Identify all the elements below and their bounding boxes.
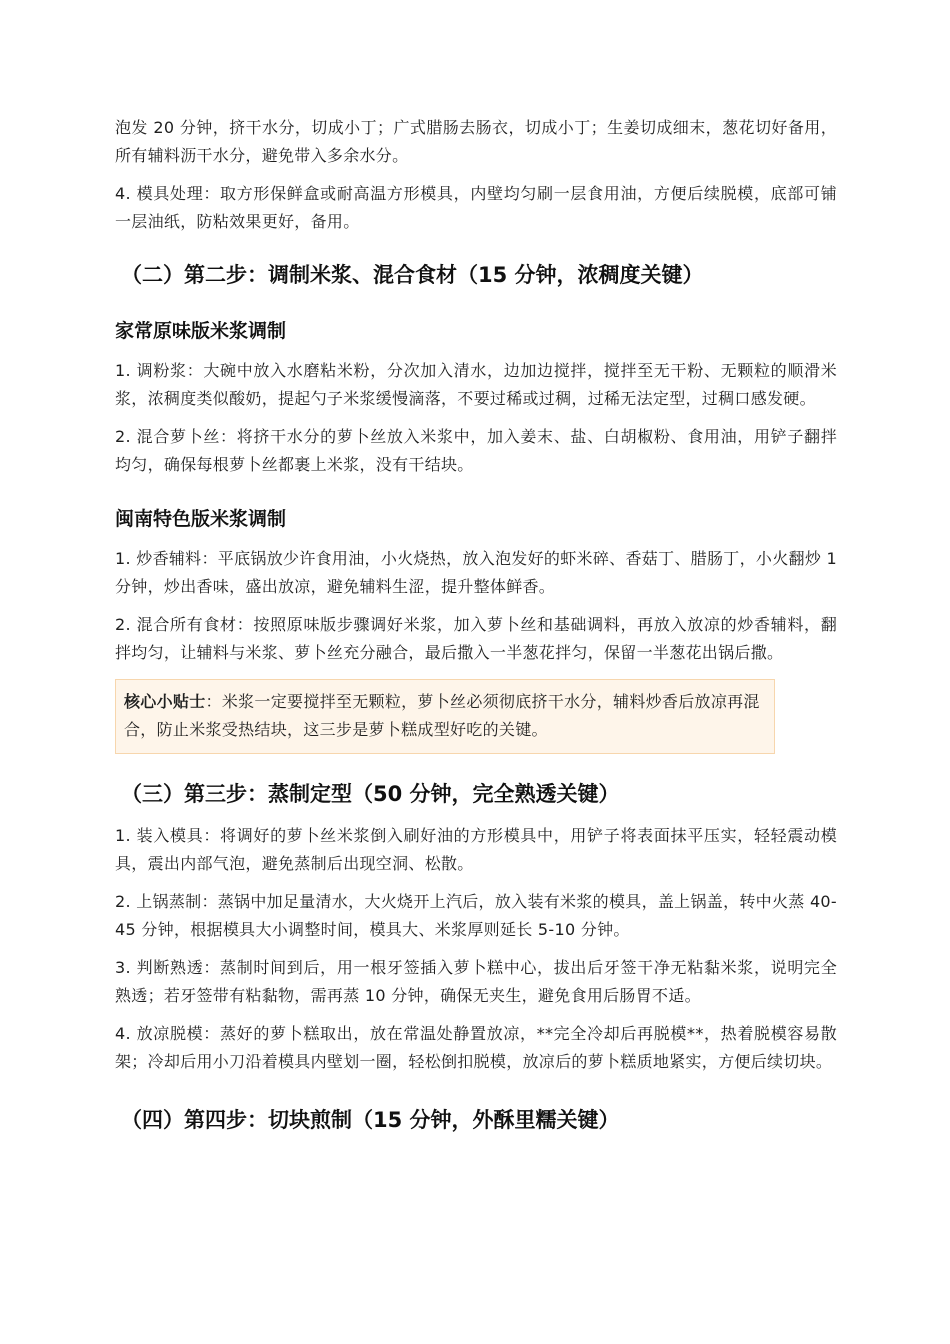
subheading-minnan-style: 闽南特色版米浆调制 [115, 508, 287, 530]
list-item-fill-mold: 1. 装入模具：将调好的萝卜丝米浆倒入刷好油的方形模具中，用铲子将表面抹平压实，轻轻震动模具，震出内部气泡，避免蒸制后出现空洞、松散。 [115, 826, 837, 873]
section-heading-step3: （三）第三步：蒸制定型（50 分钟，完全熟透关键） [121, 782, 620, 806]
tip-text: ：米浆一定要搅拌至无颗粒，萝卜丝必须彻底挤干水分，辅料炒香后放凉再混合，防止米浆受热结块，这三步是萝卜糕成型好吃的关键。 [124, 692, 760, 739]
subheading-home-style: 家常原味版米浆调制 [115, 320, 287, 342]
tip-label: 核心小贴士 [124, 692, 206, 711]
list-item-mix-all: 2. 混合所有食材：按照原味版步骤调好米浆，加入萝卜丝和基础调料，再放入放凉的炒香辅料，翻拌均匀，让辅料与米浆、萝卜丝充分融合，最后撒入一半葱花拌匀，保留一半葱花出锅后撒。 [115, 615, 837, 662]
list-item-mix-batter: 1. 调粉浆：大碗中放入水磨粘米粉，分次加入清水，边加边搅拌，搅拌至无干粉、无颗粒的顺滑米浆，浓稠度类似酸奶，提起勺子米浆缓慢滴落，不要过稀或过稠，过稀无法定型，过稠口感发硬。 [115, 361, 837, 408]
list-item-check-done: 3. 判断熟透：蒸制时间到后，用一根牙签插入萝卜糕中心，拔出后牙签干净无粘黏米浆，说明完全熟透；若牙签带有粘黏物，需再蒸 10 分钟，确保无夹生，避免食用后肠胃不适。 [115, 958, 837, 1005]
section-heading-step2: （二）第二步：调制米浆、混合食材（15 分钟，浓稠度关键） [121, 263, 704, 287]
list-item-cool-unmold: 4. 放凉脱模：蒸好的萝卜糕取出，放在常温处静置放凉，**完全冷却后再脱模**，热着脱模容易散架；冷却后用小刀沿着模具内壁划一圈，轻松倒扣脱模，放凉后的萝卜糕质地紧实，方便后续切块。 [115, 1024, 837, 1071]
paragraph-mold-prep: 4. 模具处理：取方形保鲜盒或耐高温方形模具，内壁均匀刷一层食用油，方便后续脱模，底部可铺一层油纸，防粘效果更好，备用。 [115, 184, 837, 231]
list-item-mix-radish: 2. 混合萝卜丝：将挤干水分的萝卜丝放入米浆中，加入姜末、盐、白胡椒粉、食用油，用铲子翻拌均匀，确保每根萝卜丝都裹上米浆，没有干结块。 [115, 427, 837, 474]
tip-box [115, 679, 775, 754]
paragraph-soak-ingredients: 泡发 20 分钟，挤干水分，切成小丁；广式腊肠去肠衣，切成小丁；生姜切成细末，葱花切好备用，所有辅料沥干水分，避免带入多余水分。 [115, 118, 837, 165]
list-item-fry-ingredients: 1. 炒香辅料：平底锅放少许食用油，小火烧热，放入泡发好的虾米碎、香菇丁、腊肠丁，小火翻炒 1 分钟，炒出香味，盛出放凉，避免辅料生涩，提升整体鲜香。 [115, 549, 837, 596]
section-heading-step4: （四）第四步：切块煎制（15 分钟，外酥里糯关键） [121, 1108, 620, 1132]
document-page [115, 114, 837, 1134]
list-item-steam: 2. 上锅蒸制：蒸锅中加足量清水，大火烧开上汽后，放入装有米浆的模具，盖上锅盖，转中火蒸 40-45 分钟，根据模具大小调整时间，模具大、米浆厚则延长 5-10 分钟。 [115, 892, 837, 939]
